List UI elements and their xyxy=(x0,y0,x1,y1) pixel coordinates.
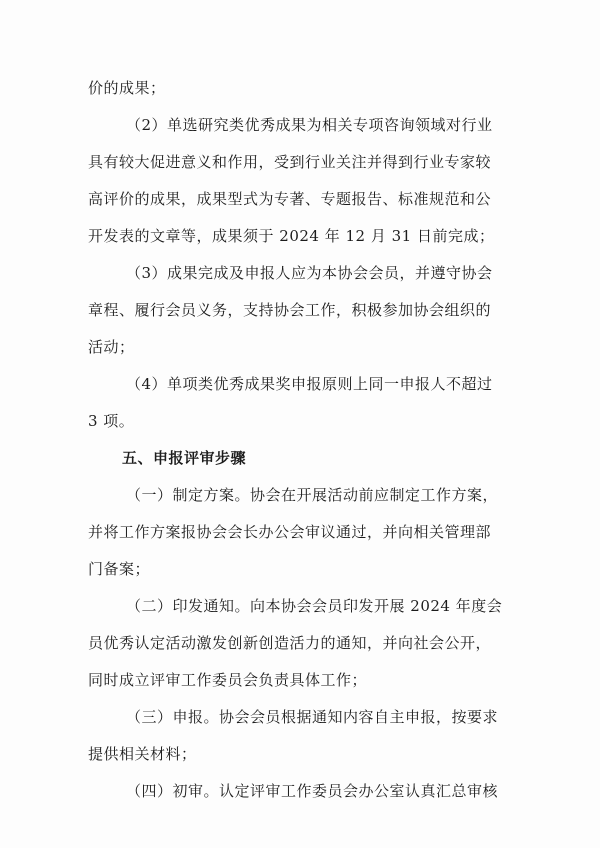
text-line: （2）单选研究类优秀成果为相关专项咨询领域对行业 xyxy=(126,116,493,134)
text-line: 3 项。 xyxy=(88,412,135,430)
text-line: 门备案； xyxy=(88,560,151,578)
text-line: 高评价的成果，成果型式为专著、专题报告、标准规范和公 xyxy=(88,190,492,208)
text-line: 员优秀认定活动激发创新创造活力的通知，并向社会公开， xyxy=(88,634,492,652)
text-line: 活动； xyxy=(88,338,135,356)
text-line: （一）制定方案。协会在开展活动前应制定工作方案， xyxy=(126,486,499,504)
text-line: 具有较大促进意义和作用，受到行业关注并得到行业专家较 xyxy=(88,153,492,171)
text-line: 价的成果； xyxy=(88,79,166,97)
text-line: 章程、履行会员义务，支持协会工作，积极参加协会组织的 xyxy=(88,301,492,319)
text-line: （四）初审。认定评审工作委员会办公室认真汇总审核 xyxy=(126,782,499,800)
text-line: 同时成立评审工作委员会负责具体工作； xyxy=(88,671,368,689)
text-line: （3）成果完成及申报人应为本协会会员，并遵守协会 xyxy=(126,264,493,282)
text-line: （4）单项类优秀成果奖申报原则上同一申报人不超过 xyxy=(126,375,493,393)
text-line: 并将工作方案报协会会长办公会审议通过，并向相关管理部 xyxy=(88,523,492,541)
text-line: 提供相关材料； xyxy=(88,745,197,763)
section-heading: 五、申报评审步骤 xyxy=(122,449,247,467)
text-line: 开发表的文章等，成果须于 2024 年 12 月 31 日前完成； xyxy=(88,227,495,245)
text-line: （三）申报。协会会员根据通知内容自主申报，按要求 xyxy=(126,708,499,726)
text-line: （二）印发通知。向本协会会员印发开展 2024 年度会 xyxy=(126,597,503,615)
